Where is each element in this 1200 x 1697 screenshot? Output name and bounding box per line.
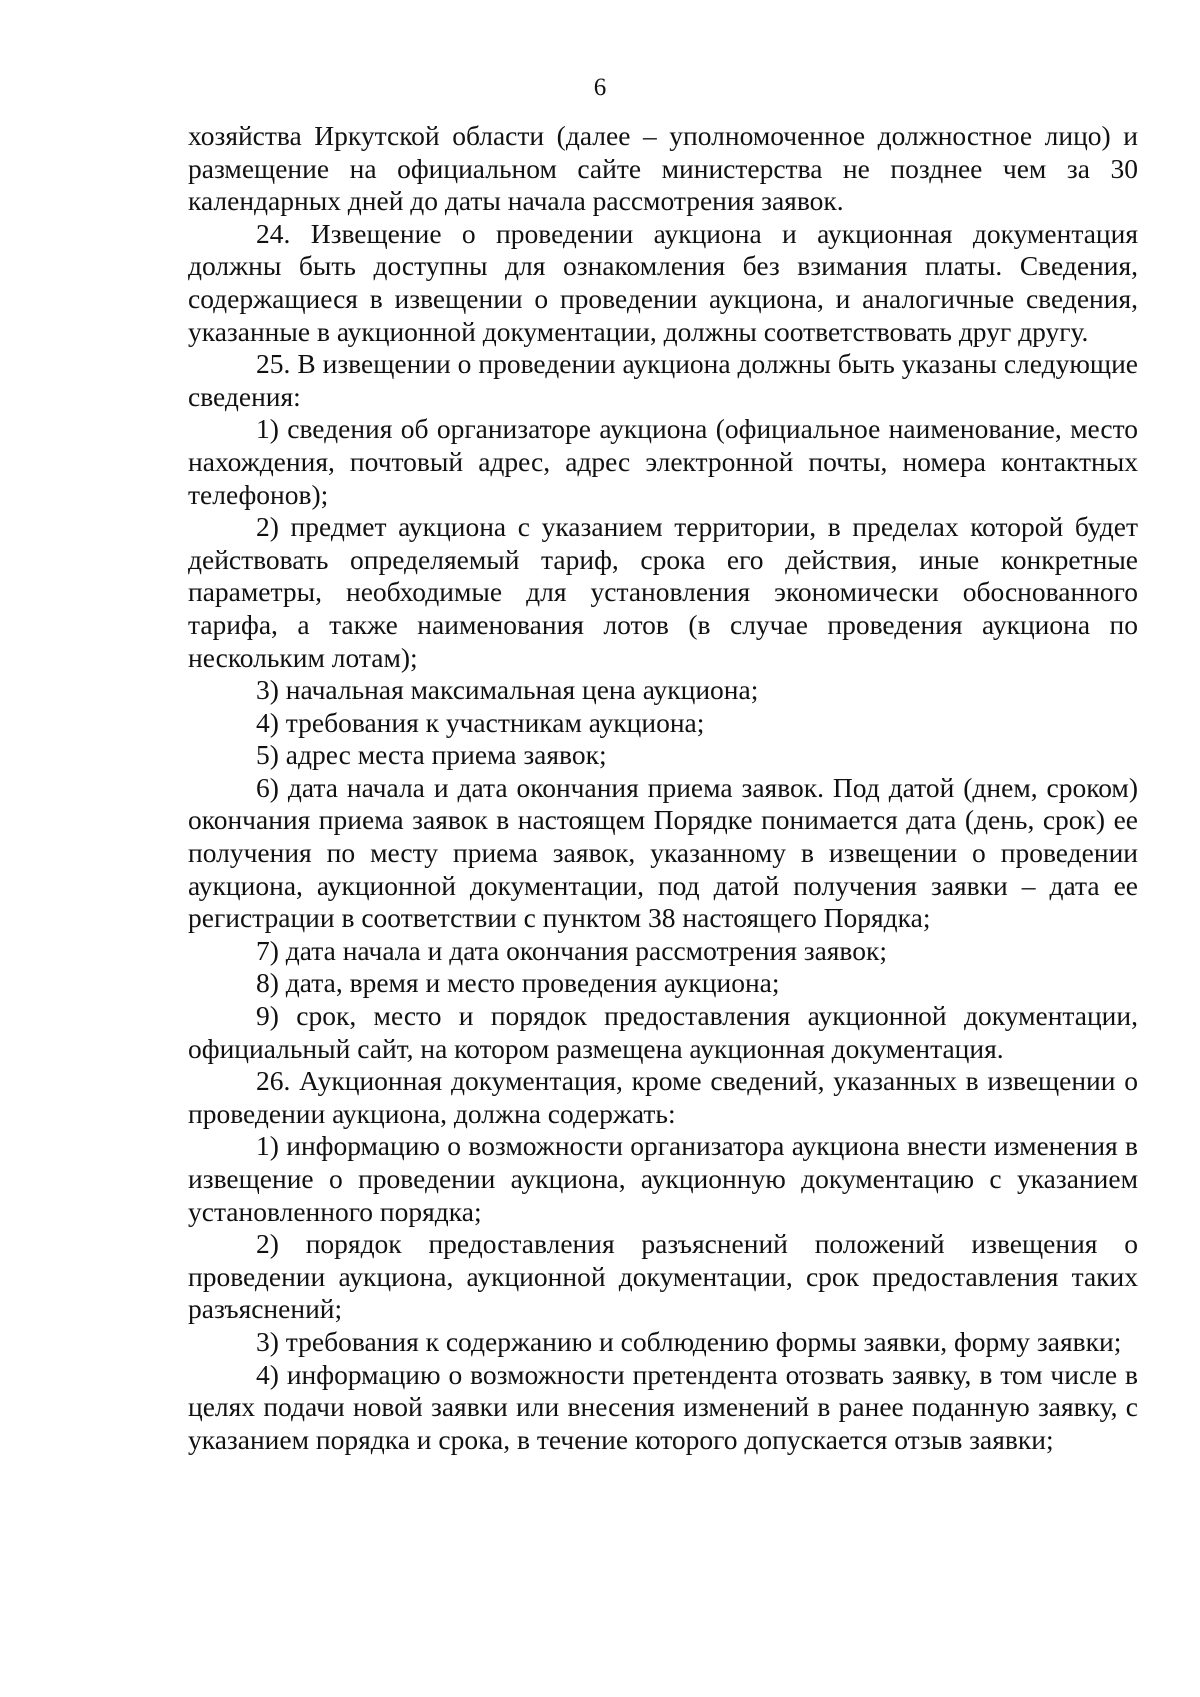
paragraph-clause-25: 25. В извещении о проведении аукциона должны быть указаны следующие сведения: <box>188 348 1138 412</box>
list-item-25-3: 3) начальная максимальная цена аукциона; <box>256 674 759 706</box>
list-item-25-7: 7) дата начала и дата окончания рассмотрения заявок; <box>256 934 887 966</box>
list-item-25-6: 6) дата начала и дата окончания приема заявок. Под датой (днем, сроком) окончания приема заявок в настоящем Порядке понимается дата (день, срок) ее получения по месту приема заявок, указанному в извещении о проведении аукциона, аукционной документации, под датой получения заявки – дата ее регистрации в соответствии с пунктом 38 настоящего Порядка; <box>188 771 1138 934</box>
list-item-26-4: 4) информацию о возможности претендента отозвать заявку, в том числе в целях подачи новой заявки или внесения изменений в ранее поданную заявку, с указанием порядка и срока, в течение которого допускается отзыв заявки; <box>188 1358 1138 1455</box>
list-item-25-2: 2) предмет аукциона с указанием территории, в пределах которой будет действовать определяемый тариф, срока его действия, иные конкретные параметры, необходимые для установления экономически обоснованного тарифа, а также наименования лотов (в случае проведения аукциона по нескольким лотам); <box>188 511 1138 673</box>
paragraph-clause-26: 26. Аукционная документация, кроме сведений, указанных в извещении о проведении аукциона, должна содержать: <box>188 1065 1138 1129</box>
list-item-25-5: 5) адрес места приема заявок; <box>256 739 607 771</box>
page-number: 6 <box>593 74 607 101</box>
list-item-25-4: 4) требования к участникам аукциона; <box>256 706 705 738</box>
list-item-26-3: 3) требования к содержанию и соблюдению формы заявки, форму заявки; <box>256 1325 1122 1357</box>
document-body <box>188 120 1138 1456</box>
list-item-25-8: 8) дата, время и место проведения аукциона; <box>256 967 780 999</box>
list-item-25-9: 9) срок, место и порядок предоставления аукционной документации, официальный сайт, на котором размещена аукционная документация. <box>188 1000 1138 1064</box>
paragraph-continuation: хозяйства Иркутской области (далее – уполномоченное должностное лицо) и размещение на официальном сайте министерства не позднее чем за 30 календарных дней до даты начала рассмотрения заявок. <box>188 120 1138 217</box>
list-item-25-1: 1) сведения об организаторе аукциона (официальное наименование, место нахождения, почтовый адрес, адрес электронной почты, номера контактных телефонов); <box>188 413 1138 510</box>
list-item-26-1: 1) информацию о возможности организатора аукциона внести изменения в извещение о проведении аукциона, аукционную документацию с указанием установленного порядка; <box>188 1130 1138 1227</box>
paragraph-clause-24: 24. Извещение о проведении аукциона и аукционная документация должны быть доступны для ознакомления без взимания платы. Сведения, содержащиеся в извещении о проведении аукциона, и аналогичные сведения, указанные в аукционной документации, должны соответствовать друг другу. <box>188 217 1138 347</box>
list-item-26-2: 2) порядок предоставления разъяснений положений извещения о проведении аукциона, аукционной документации, срок предоставления таких разъяснений; <box>188 1228 1138 1325</box>
